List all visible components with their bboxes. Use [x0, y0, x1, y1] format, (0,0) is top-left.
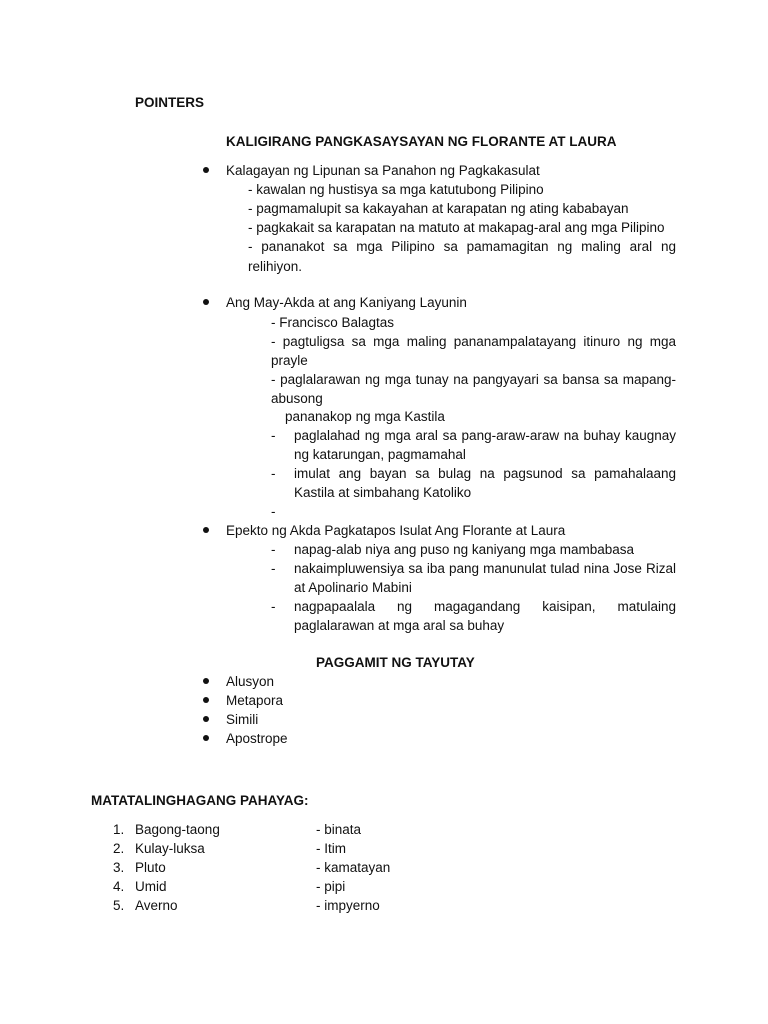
- text-line: - pagtuligsa sa mga maling pananampalatayang itinuro ng mga: [271, 334, 676, 349]
- item-meaning: - Itim: [316, 841, 346, 856]
- item-term: Kulay-luksa: [135, 841, 205, 856]
- text-line: relihiyon.: [248, 259, 303, 274]
- bullet-icon: [203, 167, 209, 173]
- dash-item-line: nakaimpluwensiya sa iba pang manunulat tulad nina Jose Rizal: [294, 561, 676, 576]
- dash-marker: -: [271, 599, 276, 614]
- dash-item-line: Kastila at simbahang Katoliko: [294, 485, 472, 500]
- item-number: 5.: [113, 898, 125, 913]
- item-term: Averno: [135, 898, 178, 913]
- item-term: Umid: [135, 879, 167, 894]
- section-title: PAGGAMIT NG TAYUTAY: [316, 655, 475, 670]
- item-meaning: - kamatayan: [316, 860, 391, 875]
- dash-item-line: at Apolinario Mabini: [294, 580, 412, 595]
- text-line: - Francisco Balagtas: [271, 315, 395, 330]
- dash-item-line: paglalahad ng mga aral sa pang-araw-araw na buhay kaugnay: [294, 428, 676, 443]
- bullet-icon: [203, 735, 209, 741]
- list-item: Metapora: [226, 693, 284, 708]
- dash-item-line: paglalarawan at mga aral sa buhay: [294, 618, 505, 633]
- list-item: Simili: [226, 712, 259, 727]
- page-heading: POINTERS: [135, 95, 205, 110]
- item-number: 2.: [113, 841, 125, 856]
- dash-item-line: imulat ang bayan sa bulag na pagsunod sa pamahalaang: [294, 466, 676, 481]
- dash-marker: -: [271, 428, 276, 443]
- list-item: Apostrope: [226, 731, 288, 746]
- text-line: - pananakot sa mga Pilipino sa pamamagitan ng maling aral ng: [248, 239, 676, 254]
- text-line: - pagmamalupit sa kakayahan at karapatan ng ating kababayan: [248, 201, 629, 216]
- text-line: - paglalarawan ng mga tunay na pangyayari sa bansa sa mapang-: [271, 372, 676, 387]
- item-number: 4.: [113, 879, 125, 894]
- dash-marker: -: [271, 561, 276, 576]
- text-line: pananakop ng mga Kastila: [285, 409, 445, 424]
- list-item-label: Kalagayan ng Lipunan sa Panahon ng Pagkakasulat: [226, 163, 540, 178]
- bullet-icon: [203, 716, 209, 722]
- text-line: - pagkakait sa karapatan na matuto at makapag-aral ang mga Pilipino: [248, 220, 665, 235]
- bullet-icon: [203, 527, 209, 533]
- item-number: 3.: [113, 860, 125, 875]
- dash-item-line: napag-alab niya ang puso ng kaniyang mga mambabasa: [294, 542, 634, 557]
- bullet-icon: [203, 678, 209, 684]
- dash-item-line: ng katarungan, pagmamahal: [294, 447, 466, 462]
- section-title: MATATALINGHAGANG PAHAYAG:: [91, 793, 309, 808]
- item-term: Bagong-taong: [135, 822, 220, 837]
- dash-marker: -: [271, 466, 276, 481]
- item-number: 1.: [113, 822, 125, 837]
- dash-marker: -: [271, 504, 276, 519]
- list-item-label: Ang May-Akda at ang Kaniyang Layunin: [226, 295, 467, 310]
- list-item: Alusyon: [226, 674, 275, 689]
- text-line: prayle: [271, 353, 308, 368]
- item-meaning: - binata: [316, 822, 362, 837]
- item-meaning: - pipi: [316, 879, 346, 894]
- list-item-label: Epekto ng Akda Pagkatapos Isulat Ang Florante at Laura: [226, 523, 566, 538]
- dash-marker: -: [271, 542, 276, 557]
- bullet-icon: [203, 299, 209, 305]
- item-term: Pluto: [135, 860, 166, 875]
- text-line: - kawalan ng hustisya sa mga katutubong Pilipino: [248, 182, 544, 197]
- item-meaning: - impyerno: [316, 898, 380, 913]
- text-line: abusong: [271, 391, 323, 406]
- bullet-icon: [203, 697, 209, 703]
- section-title: KALIGIRANG PANGKASAYSAYAN NG FLORANTE AT LAURA: [226, 134, 617, 149]
- dash-item-line: nagpapaalala ng magagandang kaisipan, matulaing: [294, 599, 676, 614]
